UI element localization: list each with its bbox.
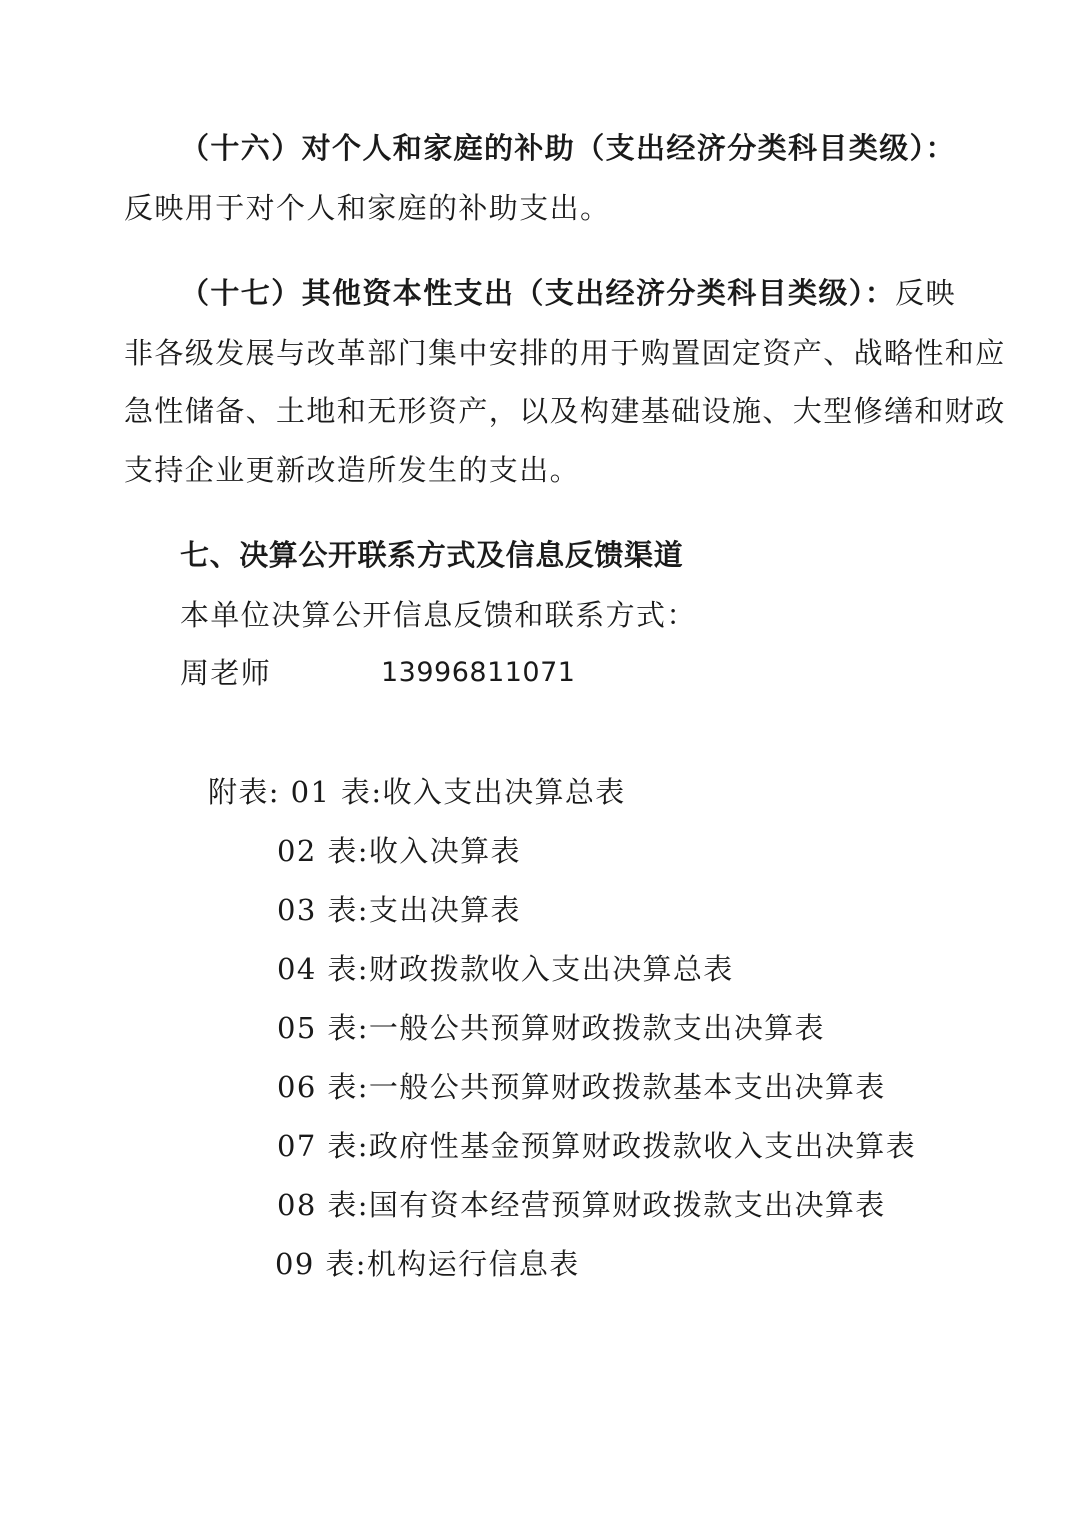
section17-title: （十七）其他资本性支出（支出经济分类科目类级）： [180, 276, 896, 310]
appendix-table-04: 04 表:财政拨款收入支出决算总表 [277, 952, 734, 986]
appendix-table-08: 08 表:国有资本经营预算财政拨款支出决算表 [277, 1188, 886, 1222]
appendix-table-01: 01 表:收入支出决算总表 [290, 775, 626, 809]
appendix-table-05: 05 表:一般公共预算财政拨款支出决算表 [277, 1011, 825, 1045]
appendix-label: 附表: [208, 775, 280, 809]
appendix-table-09: 09 表:机构运行信息表 [275, 1247, 580, 1281]
section17-line2: 非各级发展与改革部门集中安排的用于购置固定资产、战略性和应 [124, 336, 1006, 370]
appendix-table-06: 06 表:一般公共预算财政拨款基本支出决算表 [277, 1070, 886, 1104]
section17-first-line [180, 273, 956, 313]
section17-line4: 支持企业更新改造所发生的支出。 [124, 453, 581, 487]
section17-line1-rest: 反映 [895, 276, 956, 310]
section16-title: （十六）对个人和家庭的补助（支出经济分类科目类级）： [180, 131, 956, 165]
section17-line3: 急性储备、土地和无形资产，以及构建基础设施、大型修缮和财政 [124, 394, 1006, 428]
appendix-table-03: 03 表:支出决算表 [277, 893, 521, 927]
contact-intro: 本单位决算公开信息反馈和联系方式： [180, 598, 697, 632]
appendix-table-02: 02 表:收入决算表 [277, 834, 521, 868]
contact-heading: 七、决算公开联系方式及信息反馈渠道 [180, 538, 684, 572]
contact-phone: 13996811071 [381, 657, 576, 688]
contact-name: 周老师 [180, 656, 272, 690]
appendix-first-line [208, 772, 626, 812]
appendix-table-07: 07 表:政府性基金预算财政拨款收入支出决算表 [277, 1129, 917, 1163]
section16-description: 反映用于对个人和家庭的补助支出。 [124, 191, 611, 225]
